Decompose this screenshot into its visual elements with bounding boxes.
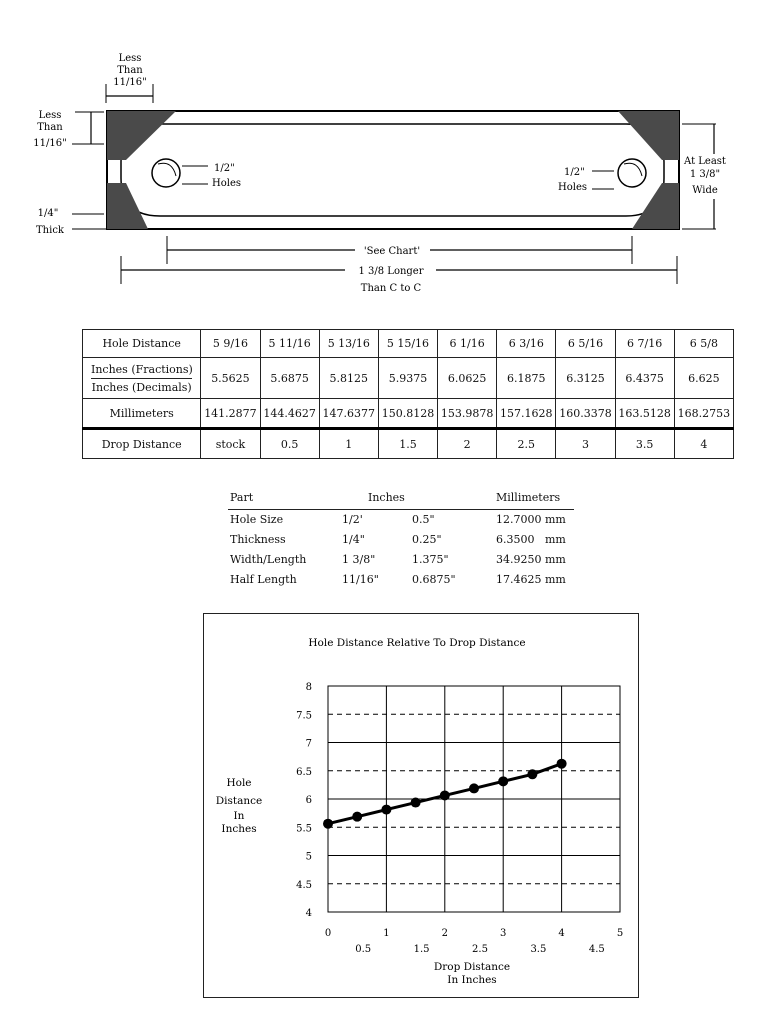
row-label-millimeters: Millimeters (83, 399, 201, 429)
x-tick-label: 3 (500, 928, 507, 939)
row-label-drop-distance: Drop Distance (83, 429, 201, 459)
right-hole-label-2: Holes (558, 182, 587, 193)
y-tick-label: 5.5 (296, 823, 312, 835)
x-tick-label: 1 (383, 928, 390, 939)
x-tick-label: 5 (616, 928, 624, 939)
table-cell: 5 9/16 (201, 330, 260, 358)
conversion-row (228, 510, 574, 531)
y-axis-label-line: Inches (221, 823, 257, 835)
x-tick-label: 1.5 (413, 944, 430, 955)
conversion-row (228, 550, 574, 570)
thickness-dimension (36, 208, 112, 236)
data-point (498, 776, 508, 786)
table-cell: 1.5 (378, 429, 437, 459)
left-end-label-1: Less (38, 110, 62, 121)
y-axis-label-line: Distance (215, 795, 263, 807)
table-cell: 6.4375 (615, 358, 674, 399)
conversion-cell-mm: 12.7000 mm (496, 513, 566, 526)
right-hole (618, 159, 646, 187)
thickness-label-1: 1/4" (37, 208, 59, 219)
table-cell: 153.9878 (438, 399, 497, 429)
thickness-label-2: Thick (36, 225, 64, 236)
x-axis-label-line: Drop Distance (433, 961, 511, 973)
width-dimension (682, 124, 726, 229)
y-tick-label: 7 (305, 738, 312, 750)
top-end-width-dimension (106, 53, 153, 103)
conversion-cell-mm: 34.9250 mm (496, 553, 566, 566)
row-label-decimals: Inches (Decimals) (91, 380, 192, 394)
row-label-hole-distance: Hole Distance (83, 330, 201, 358)
see-chart-label: 'See Chart' (363, 246, 421, 257)
left-hole-label-1: 1/2" (214, 163, 235, 174)
table-cell: 0.5 (260, 429, 319, 459)
table-cell: 5 11/16 (260, 330, 319, 358)
conversion-row (228, 570, 574, 590)
chart-frame (203, 613, 639, 998)
data-point (440, 790, 450, 800)
width-label-1: At Least (684, 156, 726, 167)
conversion-table (228, 487, 574, 590)
chart-grid (328, 686, 620, 912)
chart-x-label (434, 961, 510, 986)
chart-x-ticks (325, 928, 623, 955)
conversion-cell-frac: 11/16" (342, 573, 379, 586)
conversion-cell-dec: 0.25" (412, 533, 442, 546)
x-tick-label: 2 (441, 928, 448, 939)
width-label-3: Wide (692, 185, 718, 196)
table-cell: 160.3378 (556, 399, 615, 429)
table-cell: 144.4627 (260, 399, 319, 429)
x-axis-label-line: In Inches (447, 974, 497, 986)
data-point (381, 805, 391, 815)
left-end-label-2: Than (37, 122, 63, 133)
table-cell: 6 5/16 (556, 330, 615, 358)
table-cell: 5.6875 (260, 358, 319, 399)
table-row (83, 399, 734, 429)
table-row (83, 429, 734, 459)
table-row (83, 358, 734, 399)
conversion-header-row (228, 487, 574, 510)
data-point (411, 798, 421, 808)
table-cell: 4 (674, 429, 733, 459)
y-tick-label: 4 (305, 908, 312, 919)
table-cell: stock (201, 429, 260, 459)
x-tick-label: 0 (324, 928, 332, 939)
table-cell: 168.2753 (674, 399, 733, 429)
header-part: Part (228, 487, 340, 510)
data-point (323, 819, 333, 829)
header-millimeters: Millimeters (494, 487, 574, 510)
y-tick-label: 6.5 (296, 766, 312, 778)
chart-title: Hole Distance Relative To Drop Distance (308, 637, 526, 649)
x-tick-label: 4.5 (588, 944, 605, 955)
x-tick-label: 0.5 (355, 944, 372, 955)
conversion-cell-frac: 1/2' (342, 513, 363, 526)
table-cell: 6.0625 (438, 358, 497, 399)
table-cell: 6 7/16 (615, 330, 674, 358)
top-end-width-label-1: Less (118, 53, 142, 64)
y-tick-label: 8 (305, 682, 312, 693)
conversion-cell-part: Hole Size (230, 513, 284, 526)
table-cell: 5.8125 (319, 358, 378, 399)
table-cell: 1 (319, 429, 378, 459)
table-cell: 157.1628 (497, 399, 556, 429)
conversion-cell-part: Half Length (230, 573, 297, 586)
table-cell: 163.5128 (615, 399, 674, 429)
x-tick-label: 4 (558, 928, 565, 939)
y-tick-label: 4.5 (296, 879, 312, 891)
x-tick-label: 3.5 (530, 944, 547, 955)
table-cell: 141.2877 (201, 399, 260, 429)
conversion-cell-frac: 1/4" (342, 533, 365, 546)
conversion-cell-dec: 1.375" (412, 553, 449, 566)
table-cell: 6 3/16 (497, 330, 556, 358)
conversion-cell-dec: 0.6875" (412, 573, 456, 586)
table-cell: 6.3125 (556, 358, 615, 399)
table-cell: 6 1/16 (438, 330, 497, 358)
y-tick-label: 5 (305, 851, 312, 863)
conversion-cell-dec: 0.5" (412, 513, 435, 526)
chart-y-ticks (296, 682, 312, 919)
table-cell: 3 (556, 429, 615, 459)
header-inches: Inches (340, 487, 494, 510)
conversion-cell-frac: 1 3/8" (342, 553, 376, 566)
bar-drawing (0, 0, 766, 310)
left-end-label-3: 11/16" (33, 138, 67, 149)
left-hole (152, 159, 180, 187)
row-label-inches (83, 358, 201, 399)
data-point (527, 769, 537, 779)
y-axis-label-line: Hole (226, 777, 252, 789)
conversion-cell-mm: 6.3500 mm (496, 533, 566, 546)
table-cell: 5 15/16 (378, 330, 437, 358)
table-cell: 6.625 (674, 358, 733, 399)
center-to-center-dimension (167, 236, 632, 264)
y-axis-label-line: In (233, 810, 245, 822)
data-point (469, 783, 479, 793)
top-end-width-label-2: Than (117, 65, 143, 76)
conversion-row (228, 530, 574, 550)
conversion-cell-part: Width/Length (230, 553, 307, 566)
overall-length-label-1: 1 3/8 Longer (358, 266, 424, 277)
table-cell: 5.5625 (201, 358, 260, 399)
table-cell: 6 5/8 (674, 330, 733, 358)
left-end-dimension (33, 110, 104, 149)
conversion-cell-mm: 17.4625 mm (496, 573, 566, 586)
left-hole-label-2: Holes (212, 178, 241, 189)
overall-length-label-2: Than C to C (360, 283, 422, 294)
hole-distance-table (82, 329, 734, 459)
table-cell: 2 (438, 429, 497, 459)
table-cell: 150.8128 (378, 399, 437, 429)
data-point (557, 759, 567, 769)
data-point (352, 812, 362, 822)
width-label-2: 1 3/8" (689, 169, 721, 180)
chart-y-label (216, 777, 263, 835)
overall-length-dimension (121, 256, 677, 294)
table-cell: 5.9375 (378, 358, 437, 399)
table-cell: 5 13/16 (319, 330, 378, 358)
right-hole-label-1: 1/2" (564, 167, 585, 178)
table-cell: 2.5 (497, 429, 556, 459)
top-end-width-label-3: 11/16" (113, 77, 147, 88)
x-tick-label: 2.5 (472, 944, 488, 955)
y-tick-label: 7.5 (296, 710, 312, 722)
table-cell: 6.1875 (497, 358, 556, 399)
table-cell: 147.6377 (319, 399, 378, 429)
y-tick-label: 6 (305, 795, 312, 806)
conversion-cell-part: Thickness (230, 533, 286, 546)
bar-body (107, 111, 679, 229)
row-label-fractions: Inches (Fractions) (91, 361, 192, 379)
table-cell: 3.5 (615, 429, 674, 459)
hole-distance-chart (204, 614, 638, 997)
table-row (83, 330, 734, 358)
